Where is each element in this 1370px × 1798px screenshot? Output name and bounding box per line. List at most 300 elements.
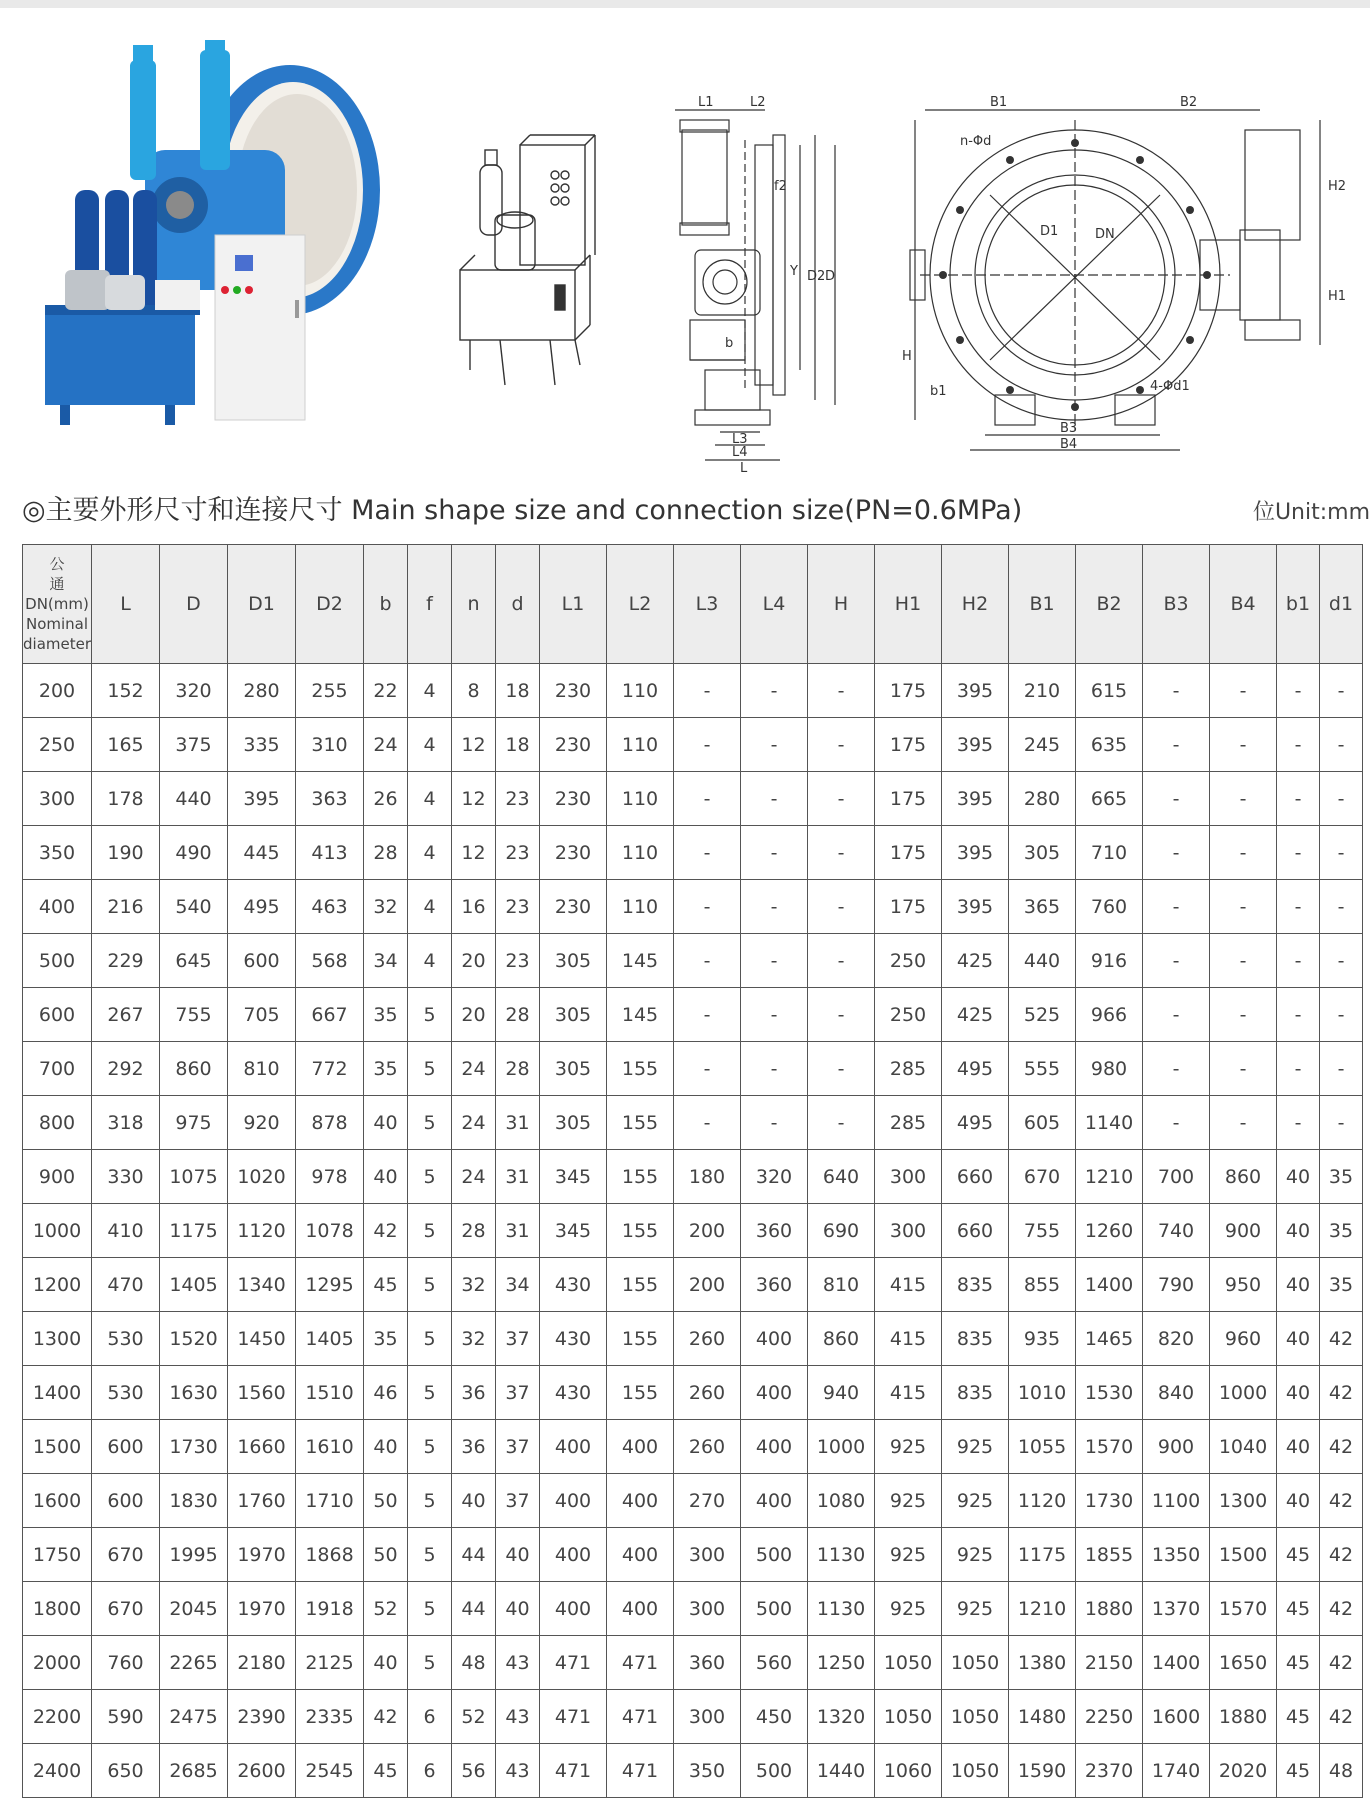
front-label: B1 [990,95,1008,110]
column-header: D2 [296,545,364,664]
table-cell: 365 [1009,880,1076,934]
table-cell: 500 [741,1744,808,1798]
table-cell: 56 [452,1744,496,1798]
table-cell: 470 [92,1258,160,1312]
table-cell: 22 [364,664,408,718]
table-cell: 710 [1076,826,1143,880]
table-row [23,826,1363,880]
table-cell: - [674,1042,741,1096]
front-view-drawing [900,60,1350,480]
table-cell: 26 [364,772,408,826]
column-header: b1 [1277,545,1320,664]
table-cell: 1730 [160,1420,228,1474]
table-cell: - [1143,718,1210,772]
table-cell: 37 [496,1474,540,1528]
table-cell: - [1320,988,1363,1042]
valve-photo [45,40,405,470]
table-cell: 1380 [1009,1636,1076,1690]
table-cell: 110 [607,826,674,880]
table-cell: 175 [875,826,942,880]
table-cell: 635 [1076,718,1143,772]
table-cell: - [1277,934,1320,988]
front-label: DN [1095,227,1115,242]
table-cell: 43 [496,1636,540,1690]
table-cell: - [741,664,808,718]
table-cell: 5 [408,1582,452,1636]
table-cell: 568 [296,934,364,988]
table-cell: 42 [1320,1690,1363,1744]
table-cell: 155 [607,1204,674,1258]
table-cell: 400 [741,1474,808,1528]
table-cell: 155 [607,1312,674,1366]
table-cell: 1000 [808,1420,875,1474]
table-cell: 471 [607,1636,674,1690]
table-cell: 1400 [1143,1636,1210,1690]
table-cell: 12 [452,826,496,880]
table-cell: 292 [92,1042,160,1096]
table-cell: 360 [741,1204,808,1258]
table-cell: 530 [92,1366,160,1420]
table-cell: 52 [364,1582,408,1636]
table-cell: 36 [452,1366,496,1420]
table-cell: 12 [452,772,496,826]
dn-cell: 1600 [23,1474,92,1528]
table-cell: 110 [607,880,674,934]
table-cell: - [741,718,808,772]
table-cell: 935 [1009,1312,1076,1366]
table-cell: 978 [296,1150,364,1204]
column-header: B3 [1143,545,1210,664]
table-cell: 155 [607,1150,674,1204]
dn-cell: 500 [23,934,92,988]
table-row [23,1258,1363,1312]
dn-header-line: 公 [49,555,65,573]
table-cell: 960 [1210,1312,1277,1366]
table-cell: 110 [607,772,674,826]
table-cell: 600 [92,1420,160,1474]
table-cell: 45 [364,1744,408,1798]
column-header: H [808,545,875,664]
table-cell: 1130 [808,1528,875,1582]
table-cell: 35 [364,1042,408,1096]
side-label: L1 [698,95,714,110]
dn-cell: 600 [23,988,92,1042]
table-cell: 670 [92,1582,160,1636]
table-cell: - [808,880,875,934]
table-cell: 1020 [228,1150,296,1204]
side-label: L2 [750,95,766,110]
table-cell: 12 [452,718,496,772]
table-cell: 425 [942,988,1009,1042]
front-label: B4 [1060,437,1078,452]
column-header: L3 [674,545,741,664]
table-cell: 400 [540,1474,607,1528]
table-cell: - [1210,988,1277,1042]
table-cell: 24 [364,718,408,772]
dn-cell: 400 [23,880,92,934]
table-cell: 40 [496,1582,540,1636]
table-cell: 40 [1277,1150,1320,1204]
table-cell: 2250 [1076,1690,1143,1744]
table-cell: 1050 [942,1690,1009,1744]
table-cell: - [808,988,875,1042]
table-cell: 1740 [1143,1744,1210,1798]
dn-cell: 1300 [23,1312,92,1366]
table-cell: - [1320,880,1363,934]
table-cell: - [808,718,875,772]
dn-cell: 900 [23,1150,92,1204]
table-cell: - [808,1042,875,1096]
table-cell: 110 [607,718,674,772]
table-cell: 495 [942,1042,1009,1096]
table-cell: 23 [496,880,540,934]
table-cell: 300 [875,1150,942,1204]
table-cell: 44 [452,1528,496,1582]
table-row [23,1420,1363,1474]
table-cell: 18 [496,718,540,772]
table-cell: 690 [808,1204,875,1258]
table-cell: 1210 [1009,1582,1076,1636]
table-cell: 4 [408,880,452,934]
table-cell: 320 [741,1150,808,1204]
table-cell: 350 [674,1744,741,1798]
front-label: D1 [1040,224,1059,239]
column-header: d1 [1320,545,1363,664]
table-cell: 2180 [228,1636,296,1690]
table-cell: 1405 [160,1258,228,1312]
table-cell: 2370 [1076,1744,1143,1798]
column-header: B2 [1076,545,1143,664]
table-cell: 300 [674,1690,741,1744]
table-cell: 1450 [228,1312,296,1366]
top-bar [0,0,1370,8]
table-cell: 1050 [875,1690,942,1744]
table-cell: 42 [364,1690,408,1744]
table-cell: - [674,988,741,1042]
table-cell: 1480 [1009,1690,1076,1744]
product-images [0,30,1370,476]
table-cell: 1855 [1076,1528,1143,1582]
dn-header [23,545,92,664]
table-cell: 667 [296,988,364,1042]
table-cell: 940 [808,1366,875,1420]
table-cell: 395 [942,664,1009,718]
table-cell: 40 [1277,1258,1320,1312]
table-cell: - [1277,664,1320,718]
table-cell: 42 [1320,1312,1363,1366]
table-cell: 267 [92,988,160,1042]
table-cell: 925 [875,1474,942,1528]
table-row [23,1690,1363,1744]
table-cell: 48 [1320,1744,1363,1798]
dn-cell: 1400 [23,1366,92,1420]
table-cell: 40 [1277,1366,1320,1420]
table-cell: 145 [607,988,674,1042]
table-cell: - [1277,1042,1320,1096]
table-cell: 300 [875,1204,942,1258]
table-cell: - [1277,880,1320,934]
table-cell: 2685 [160,1744,228,1798]
table-row [23,1096,1363,1150]
table-cell: 300 [674,1528,741,1582]
table-cell: 1570 [1210,1582,1277,1636]
table-cell: 40 [364,1636,408,1690]
table-row [23,718,1363,772]
table-cell: - [1210,934,1277,988]
table-cell: 310 [296,718,364,772]
table-cell: 471 [607,1690,674,1744]
table-cell: 760 [1076,880,1143,934]
table-cell: 23 [496,772,540,826]
side-label: L4 [732,445,748,460]
table-cell: - [1210,1042,1277,1096]
table-cell: 52 [452,1690,496,1744]
dn-cell: 1200 [23,1258,92,1312]
table-cell: 500 [741,1582,808,1636]
table-cell: 36 [452,1420,496,1474]
table-cell: 305 [540,1096,607,1150]
table-cell: 178 [92,772,160,826]
column-header: B1 [1009,545,1076,664]
table-cell: 395 [942,772,1009,826]
table-cell: 42 [1320,1636,1363,1690]
side-label: f2 [774,179,787,194]
table-cell: 35 [1320,1258,1363,1312]
table-cell: 1000 [1210,1366,1277,1420]
table-cell: 230 [540,772,607,826]
column-header: D [160,545,228,664]
table-row [23,1582,1363,1636]
table-cell: 415 [875,1258,942,1312]
table-cell: 300 [674,1582,741,1636]
table-cell: 1830 [160,1474,228,1528]
table-cell: 48 [452,1636,496,1690]
table-cell: 1120 [1009,1474,1076,1528]
table-cell: 430 [540,1312,607,1366]
table-cell: 600 [92,1474,160,1528]
table-cell: 40 [1277,1312,1320,1366]
table-row [23,988,1363,1042]
table-cell: 395 [942,880,1009,934]
table-cell: 980 [1076,1042,1143,1096]
table-cell: 810 [228,1042,296,1096]
table-cell: 270 [674,1474,741,1528]
table-cell: 400 [741,1312,808,1366]
table-body [23,664,1363,1798]
table-cell: 1710 [296,1474,364,1528]
table-cell: 2265 [160,1636,228,1690]
table-cell: - [674,934,741,988]
table-cell: 260 [674,1420,741,1474]
table-cell: - [1277,1096,1320,1150]
front-label: 4-Φd1 [1150,379,1190,394]
table-cell: 1970 [228,1582,296,1636]
table-cell: 32 [364,880,408,934]
table-cell: 245 [1009,718,1076,772]
table-cell: 1078 [296,1204,364,1258]
table-cell: 430 [540,1258,607,1312]
table-cell: 665 [1076,772,1143,826]
table-cell: 925 [942,1528,1009,1582]
table-cell: 1370 [1143,1582,1210,1636]
front-label: b1 [930,384,947,399]
dn-cell: 1750 [23,1528,92,1582]
column-header: L4 [741,545,808,664]
table-cell: - [1277,718,1320,772]
column-header: H1 [875,545,942,664]
table-cell: 950 [1210,1258,1277,1312]
table-cell: 1440 [808,1744,875,1798]
table-cell: - [741,988,808,1042]
table-cell: 230 [540,880,607,934]
table-cell: 40 [452,1474,496,1528]
table-cell: - [1210,1096,1277,1150]
table-cell: 916 [1076,934,1143,988]
table-cell: 2125 [296,1636,364,1690]
table-cell: 45 [1277,1744,1320,1798]
side-label: D [825,269,836,284]
table-cell: 23 [496,934,540,988]
table-cell: 345 [540,1150,607,1204]
table-cell: 1465 [1076,1312,1143,1366]
table-cell: 410 [92,1204,160,1258]
table-cell: 471 [540,1690,607,1744]
table-cell: 229 [92,934,160,988]
table-cell: 755 [1009,1204,1076,1258]
dn-cell: 2000 [23,1636,92,1690]
table-cell: - [1210,772,1277,826]
table-cell: 110 [607,664,674,718]
table-cell: 1610 [296,1420,364,1474]
table-cell: 4 [408,718,452,772]
table-cell: 1350 [1143,1528,1210,1582]
table-cell: - [1320,718,1363,772]
table-cell: 755 [160,988,228,1042]
table-cell: 1520 [160,1312,228,1366]
table-cell: - [1143,1096,1210,1150]
table-cell: 2390 [228,1690,296,1744]
table-cell: 37 [496,1366,540,1420]
table-cell: 230 [540,664,607,718]
table-cell: 1295 [296,1258,364,1312]
table-cell: 700 [1143,1150,1210,1204]
table-cell: 530 [92,1312,160,1366]
dn-cell: 1500 [23,1420,92,1474]
table-cell: - [1210,718,1277,772]
table-cell: 305 [540,988,607,1042]
table-cell: 400 [607,1582,674,1636]
table-cell: 450 [741,1690,808,1744]
table-cell: - [741,772,808,826]
table-cell: 1630 [160,1366,228,1420]
side-label: b [725,336,734,351]
table-cell: 860 [1210,1150,1277,1204]
table-cell: 925 [875,1420,942,1474]
table-cell: 5 [408,1636,452,1690]
table-cell: 31 [496,1204,540,1258]
hydraulic-unit-drawing [455,130,605,400]
table-cell: 20 [452,934,496,988]
table-cell: 2150 [1076,1636,1143,1690]
table-cell: 395 [942,718,1009,772]
table-cell: 1570 [1076,1420,1143,1474]
table-cell: - [1320,826,1363,880]
side-label: D2 [807,269,826,284]
table-cell: 40 [1277,1474,1320,1528]
table-cell: 1510 [296,1366,364,1420]
table-cell: 1320 [808,1690,875,1744]
table-cell: 175 [875,772,942,826]
column-header: D1 [228,545,296,664]
table-row [23,880,1363,934]
table-cell: 35 [364,988,408,1042]
table-cell: - [674,826,741,880]
table-cell: 42 [1320,1420,1363,1474]
table-cell: 900 [1210,1204,1277,1258]
table-cell: 920 [228,1096,296,1150]
table-cell: 50 [364,1528,408,1582]
table-cell: 40 [1277,1204,1320,1258]
dn-cell: 300 [23,772,92,826]
table-cell: 175 [875,718,942,772]
table-cell: 255 [296,664,364,718]
table-cell: 16 [452,880,496,934]
table-row [23,1528,1363,1582]
table-cell: 860 [160,1042,228,1096]
table-cell: 440 [1009,934,1076,988]
table-cell: 878 [296,1096,364,1150]
table-cell: 230 [540,718,607,772]
table-cell: - [741,1042,808,1096]
table-cell: - [741,826,808,880]
table-cell: 6 [408,1744,452,1798]
table-cell: 1660 [228,1420,296,1474]
table-cell: 34 [496,1258,540,1312]
table-row [23,1312,1363,1366]
table-cell: 415 [875,1366,942,1420]
table-cell: - [808,934,875,988]
table-cell: 660 [942,1204,1009,1258]
table-cell: 1500 [1210,1528,1277,1582]
table-cell: 1050 [942,1744,1009,1798]
table-cell: 605 [1009,1096,1076,1150]
table-cell: 1530 [1076,1366,1143,1420]
table-cell: 2335 [296,1690,364,1744]
table-cell: 395 [942,826,1009,880]
table-cell: 1100 [1143,1474,1210,1528]
table-cell: 445 [228,826,296,880]
table-cell: 200 [674,1258,741,1312]
table-cell: 772 [296,1042,364,1096]
table-cell: 1210 [1076,1150,1143,1204]
table-cell: 1050 [875,1636,942,1690]
table-cell: 28 [364,826,408,880]
table-cell: - [1210,880,1277,934]
table-cell: - [1210,826,1277,880]
table-cell: 180 [674,1150,741,1204]
table-cell: 40 [364,1150,408,1204]
table-cell: 318 [92,1096,160,1150]
table-cell: 5 [408,1204,452,1258]
table-cell: 35 [364,1312,408,1366]
table-cell: 363 [296,772,364,826]
table-cell: 925 [875,1528,942,1582]
dn-header-line: DN(mm) [25,595,89,613]
table-cell: 28 [496,988,540,1042]
table-cell: 925 [942,1474,1009,1528]
table-cell: 175 [875,880,942,934]
table-cell: 400 [540,1582,607,1636]
